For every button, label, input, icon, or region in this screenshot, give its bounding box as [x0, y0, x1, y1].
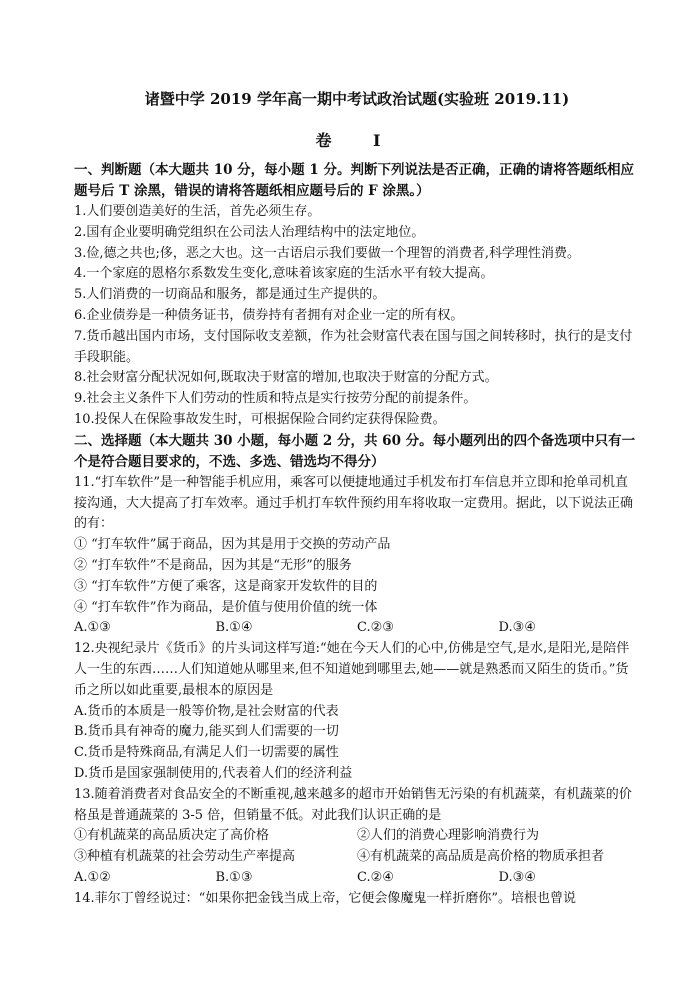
option-b: B.①③ [215, 869, 253, 885]
statement: ③ “打车软件”方便了乘客，这是商家开发软件的目的 [74, 578, 378, 594]
answer-options [74, 868, 640, 889]
option-a: A.①② [74, 869, 111, 885]
option-c: C.②③ [357, 620, 394, 636]
question-stem: 12.央视纪录片《货币》的片头词这样写道:“她在今天人们的心中,仿佛是空气,是水,是阳光,是陪伴人一生的东西……人们知道她从哪里来,但不知道她到哪里去,她——就是熟悉而又陌生的货币。”货币之所以如此重要,最根本的原因是 [74, 641, 630, 698]
exam-title: 诸暨中学 2019 学年高一期中考试政治试题(实验班 2019.11) [144, 90, 570, 108]
statement: ④ “打车软件”作为商品，是价值与使用价值的统一体 [74, 599, 378, 615]
statement-row [74, 826, 640, 847]
judge-item: 8.社会财富分配状况如何,既取决于财富的增加,也取决于财富的分配方式。 [74, 370, 498, 386]
statement-row [74, 847, 640, 868]
judge-item: 4.一个家庭的恩格尔系数发生变化,意味着该家庭的生活水平有较大提高。 [74, 266, 494, 282]
question-stem: 14.菲尔丁曾经说过：“如果你把金钱当成上帝，它便会像魔鬼一样折磨你”。培根也曾说 [74, 890, 576, 906]
option-d: D.③④ [498, 620, 536, 636]
choice-b: B.货币具有神奇的魔力,能买到人们需要的一切 [74, 724, 339, 740]
judge-item: 7.货币越出国内市场，支付国际收支差额，作为社会财富代表在国与国之间转移时，执行的是支付手段职能。 [74, 328, 633, 365]
choice-c: C.货币是特殊商品,有满足人们一切需要的属性 [74, 745, 339, 761]
statement: ④有机蔬菜的高品质是高价格的物质承担者 [357, 849, 605, 865]
option-c: C.②④ [357, 869, 394, 885]
question-12 [74, 639, 640, 785]
judge-item: 3.俭,德之共也;侈，恶之大也。这一古语启示我们要做一个理智的消费者,科学理性消费。 [74, 245, 581, 261]
statement: ①有机蔬菜的高品质决定了高价格 [74, 828, 270, 844]
question-stem: 11.“打车软件”是一种智能手机应用，乘客可以便捷地通过手机发布打车信息并立即和抢单司机直接沟通，大大提高了打车效率。通过手机打车软件预约用车将收取一定费用。据此，以下说法正确的有： [74, 474, 634, 532]
choice-a: A.货币的本质是一般等价物,是社会财富的代表 [74, 703, 339, 719]
option-b: B.①④ [215, 620, 253, 636]
statement: ②人们的消费心理影响消费行为 [357, 828, 540, 844]
section-1-items [74, 202, 640, 431]
choice-d: D.货币是国家强制使用的,代表着人们的经济利益 [74, 765, 353, 781]
option-d: D.③④ [498, 869, 536, 885]
judge-item: 5.人们消费的一切商品和服务，都是通过生产提供的。 [74, 287, 386, 303]
statement: ① “打车软件”属于商品，因为其是用于交换的劳动产品 [74, 537, 391, 553]
question-13 [74, 785, 640, 889]
judge-item: 1.人们要创造美好的生活，首先必须生存。 [74, 204, 321, 219]
judge-item: 10.投保人在保险事故发生时，可根据保险合同约定获得保险费。 [74, 411, 446, 427]
question-14 [74, 889, 640, 910]
judge-item: 2.国有企业要明确党组织在公司法人治理结构中的法定地位。 [74, 224, 425, 240]
question-11 [74, 473, 640, 639]
answer-options [74, 618, 640, 639]
volume-heading: 卷 I [315, 131, 399, 150]
section-2-heading: 二、选择题（本大题共 30 小题，每小题 2 分，共 60 分。每小题列出的四个备选项中只有一个是符合题目要求的，不选、多选、错选均不得分） [74, 432, 636, 470]
statement: ② “打车软件”不是商品，因为其是“无形”的服务 [74, 557, 352, 573]
question-stem: 13.随着消费者对食品安全的不断重视,越来越多的超市开始销售无污染的有机蔬菜，有机蔬菜的价格虽是普通蔬菜的 3-5 倍，但销量不低。对此我们认识正确的是 [74, 786, 632, 823]
statement: ③种植有机蔬菜的社会劳动生产率提高 [74, 849, 296, 865]
judge-item: 9.社会主义条件下人们劳动的性质和特点是实行按劳分配的前提条件。 [74, 391, 477, 407]
judge-item: 6.企业债券是一种债务证书，债券持有者拥有对企业一定的所有权。 [74, 307, 464, 323]
section-1-heading: 一、判断题（本大题共 10 分，每小题 1 分。判断下列说法是否正确，正确的请将答题纸相应题号后 T 涂黑，错误的请将答题纸相应题号后的 F 涂黑。） [74, 162, 634, 199]
option-a: A.①③ [74, 620, 111, 636]
